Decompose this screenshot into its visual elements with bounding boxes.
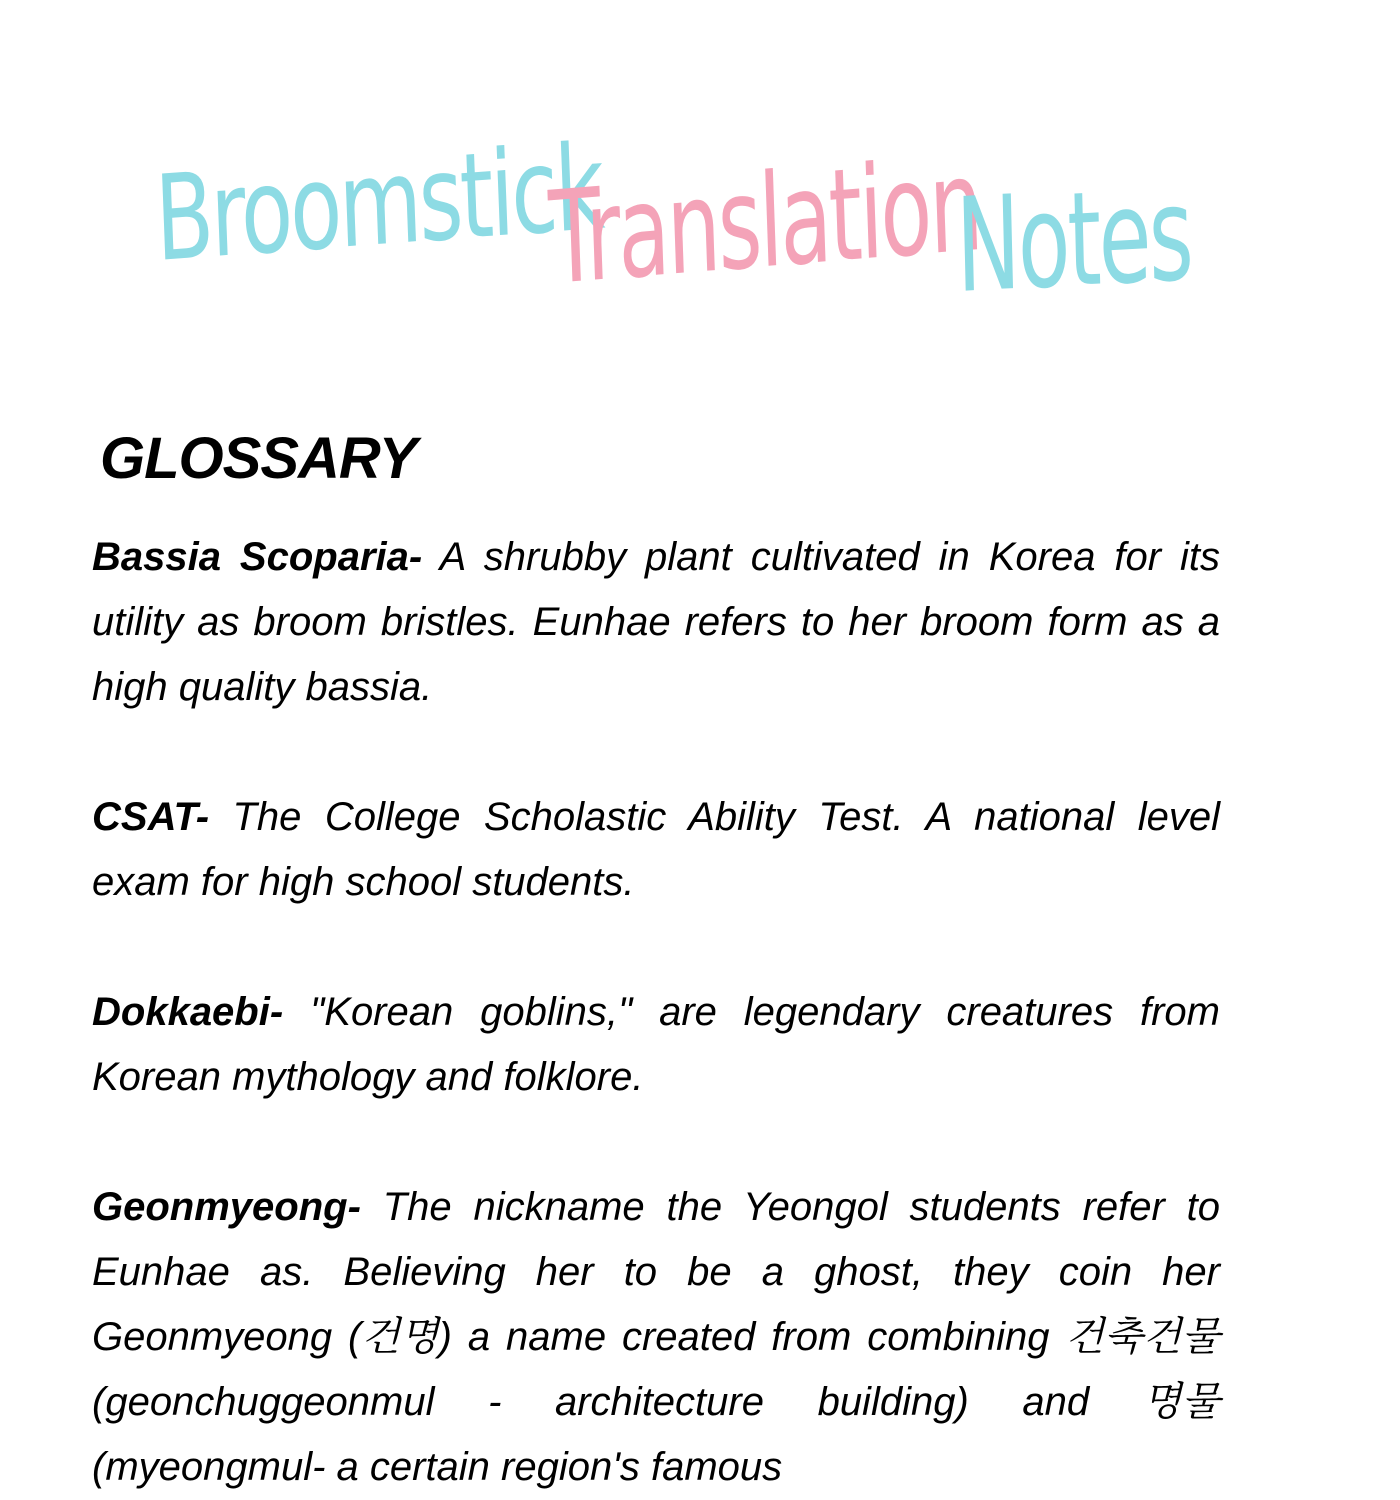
glossary-list bbox=[92, 525, 1220, 1500]
glossary-term: Geonmyeong- bbox=[92, 1185, 361, 1229]
glossary-entry-bassia-scoparia bbox=[92, 525, 1220, 720]
glossary-definition: The College Scholastic Ability Test. A national level exam for high school students. bbox=[92, 795, 1220, 904]
title-word-translation: Translation bbox=[546, 131, 983, 314]
glossary-entry-geonmyeong bbox=[92, 1175, 1220, 1500]
glossary-definition: The nickname the Yeongol students refer to Eunhae as. Believing her to be a ghost, they coin her Geonmyeong (건명) a name created from combining 건축건물 (geonchuggeonmul - architecture building) and 명물 (myeongmul- a certain region's famous bbox=[92, 1185, 1220, 1489]
glossary-definition: A shrubby plant cultivated in Korea for its utility as broom bristles. Eunhae refers to her broom form as a high quality bassia. bbox=[92, 535, 1220, 709]
glossary-term: CSAT- bbox=[92, 795, 210, 839]
glossary-heading: GLOSSARY bbox=[100, 426, 417, 491]
glossary-definition: "Korean goblins," are legendary creatures from Korean mythology and folklore. bbox=[92, 990, 1220, 1099]
title-word-notes: Notes bbox=[954, 157, 1193, 322]
notes-title bbox=[0, 0, 1400, 340]
title-word-broomstick: Broomstick bbox=[152, 117, 604, 288]
glossary-term: Dokkaebi- bbox=[92, 990, 284, 1034]
glossary-term: Bassia Scoparia- bbox=[92, 535, 423, 579]
glossary-entry-dokkaebi bbox=[92, 980, 1220, 1110]
glossary-entry-csat bbox=[92, 785, 1220, 915]
